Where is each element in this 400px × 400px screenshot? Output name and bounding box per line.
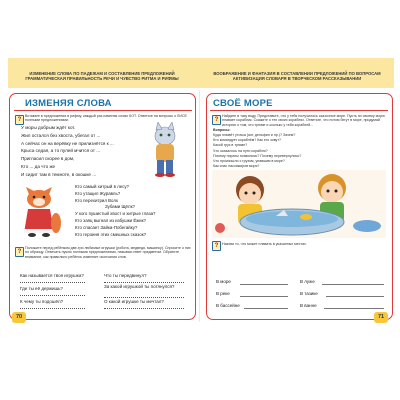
- answer-line: [20, 295, 85, 296]
- place-label: В тазике: [300, 291, 318, 296]
- place-label: В море: [216, 279, 231, 284]
- children-illustration: [212, 170, 386, 238]
- place-label: В ванне: [300, 303, 317, 308]
- answer-line: [20, 308, 85, 309]
- sea-question: Что произошло с грузом, упавшим в море?: [213, 159, 285, 164]
- question-icon: ?: [15, 115, 24, 125]
- answer-line: [104, 297, 184, 298]
- question-icon: ?: [15, 247, 24, 257]
- book-spine: [199, 90, 200, 322]
- answer-line: [20, 282, 85, 283]
- answer-line: [244, 308, 288, 309]
- fox-illustration: [16, 183, 62, 239]
- sea-question: Куда плывёт уточка (кит, дельфин и пр.)? Зачем?: [213, 133, 296, 137]
- page-number-right: 71: [374, 312, 388, 323]
- sea-question: Кто командует кораблём? Как его зовут?: [213, 138, 281, 143]
- right-instruction-2: Назови то, что может плавать в указанных местах.: [222, 242, 307, 246]
- answer-line: [240, 284, 288, 285]
- toy-question: О какой игрушке ты мечтал?: [104, 299, 164, 304]
- answer-line: [104, 282, 184, 283]
- fox-question: Кто самый хитрый в лесу?: [75, 184, 129, 189]
- left-title-underline: [14, 110, 192, 111]
- sea-questions: [213, 133, 388, 169]
- toy-question: К чему ты подошёл?: [20, 299, 64, 304]
- sea-question: Почему пираты появились? Почему перевернулись?: [213, 153, 302, 158]
- toy-question: Где ты её держишь?: [20, 286, 63, 291]
- fox-question: Кто героиня этих смешных сказок?: [75, 231, 147, 237]
- header-left-line: ИЗМЕНЕНИЕ СЛОВА ПО ПАДЕЖАМ И СОСТАВЛЕНИЕ ПРЕДЛОЖЕНИЙ: [29, 71, 175, 76]
- toy-question: За какой игрушкой ты потянулся?: [104, 284, 175, 289]
- sea-question: Как спас пассажиров моря?: [213, 164, 260, 169]
- cat-illustration: [145, 122, 185, 178]
- sea-question: Какой груз в трюме?: [213, 143, 248, 148]
- toy-question: Как называется твоя игрушка?: [20, 273, 84, 278]
- poem-line: И сидит там в темноте, в окошке ...: [21, 171, 97, 177]
- left-page-title: ИЗМЕНЯЯ СЛОВА: [25, 98, 112, 109]
- place-label: В реке: [216, 291, 230, 296]
- page-number-left: 70: [12, 312, 26, 323]
- question-icon: ?: [212, 241, 221, 251]
- left-instruction-2: Положите перед ребёнком две-три любимые игрушки (робота, медведя, машинку). Спросите о них по образцу. Отвечать нужно полными предложениями, называя ответ предметом. Обратите внимание, как правильно ребёнок изменяет окончания слов.: [25, 246, 191, 259]
- header-left-line: ГРАММАТИЧЕСКАЯ ПРАВИЛЬНОСТЬ РЕЧИ И ЧУВСТВО РИТМА И РИФМЫ: [25, 76, 179, 82]
- fox-question: Кто утащил Журавль?: [75, 190, 121, 196]
- poem-line: Пригласил скорее в дом,: [21, 156, 75, 162]
- header-right-line: АКТИВИЗАЦИЯ СЛОВАРЯ В ТВОРЧЕСКОМ РАССКАЗЫВАНИИ: [232, 76, 362, 82]
- question-icon: ?: [212, 115, 221, 125]
- fox-question: Кто заяц выгнал из избушки Ёжик?: [75, 217, 147, 223]
- header-right: [206, 71, 388, 81]
- poem-line: Крыса седая, а то пулей мчится от ...: [21, 148, 101, 154]
- header-left: [14, 71, 190, 81]
- questions-heading: Вопросы:: [213, 128, 231, 132]
- fox-questions: [75, 184, 190, 238]
- right-title-underline: [210, 110, 388, 111]
- answer-line: [324, 308, 384, 309]
- right-instruction: Найдите в тазу воду. Представьте, что у тебя получилось сказочное море. Пусть по своему морю плавает кораблик. Скажите о тех своих кораблях. Ответьте, что потом бегут в море, придумай историю о том, что трюме и сколько у тебя кораблей...: [222, 114, 385, 127]
- poem-line: У моры добрым ждёт кот.: [21, 125, 76, 130]
- fox-question: Кто перехитрил Волк: [75, 197, 118, 203]
- poem-line: Кто ... да что же: [21, 163, 56, 169]
- answer-line: [322, 284, 384, 285]
- poem-line: А сейчас он на верёвку не прилизнётся к ...: [21, 140, 114, 146]
- header-right-line: ВООБРАЖЕНИЕ И ФАНТАЗИЯ В СОСТАВЛЕНИИ ПРЕДЛОЖЕНИЙ ПО ВОПРОСАМ: [213, 71, 381, 76]
- fox-question: Зубами Щёлк?: [105, 204, 135, 210]
- answer-line: [104, 308, 184, 309]
- place-label: В бассейне: [216, 303, 240, 308]
- toy-question: Что ты передвинул?: [104, 273, 147, 278]
- place-label: В луже: [300, 279, 315, 284]
- right-page-title: СВОЁ МОРЕ: [213, 98, 273, 109]
- answer-line: [326, 296, 384, 297]
- answer-line: [240, 296, 288, 297]
- left-instruction: Вставьте в предложения в рифму, каждый раз изменяя слово КОТ. Ответьте на вопросы о ЛИСЕ полными предложениями.: [25, 114, 187, 123]
- poem: [21, 124, 141, 179]
- fox-question: Кто спасает Зайка-Побегайку?: [75, 224, 138, 230]
- sea-question: Что оказалось на пути кораблю?: [213, 148, 268, 153]
- fox-question: У кого пушистый хвост и хитрые глаза?: [75, 211, 156, 217]
- poem-line: Жил остался без хвоста, убегал от ...: [21, 132, 101, 138]
